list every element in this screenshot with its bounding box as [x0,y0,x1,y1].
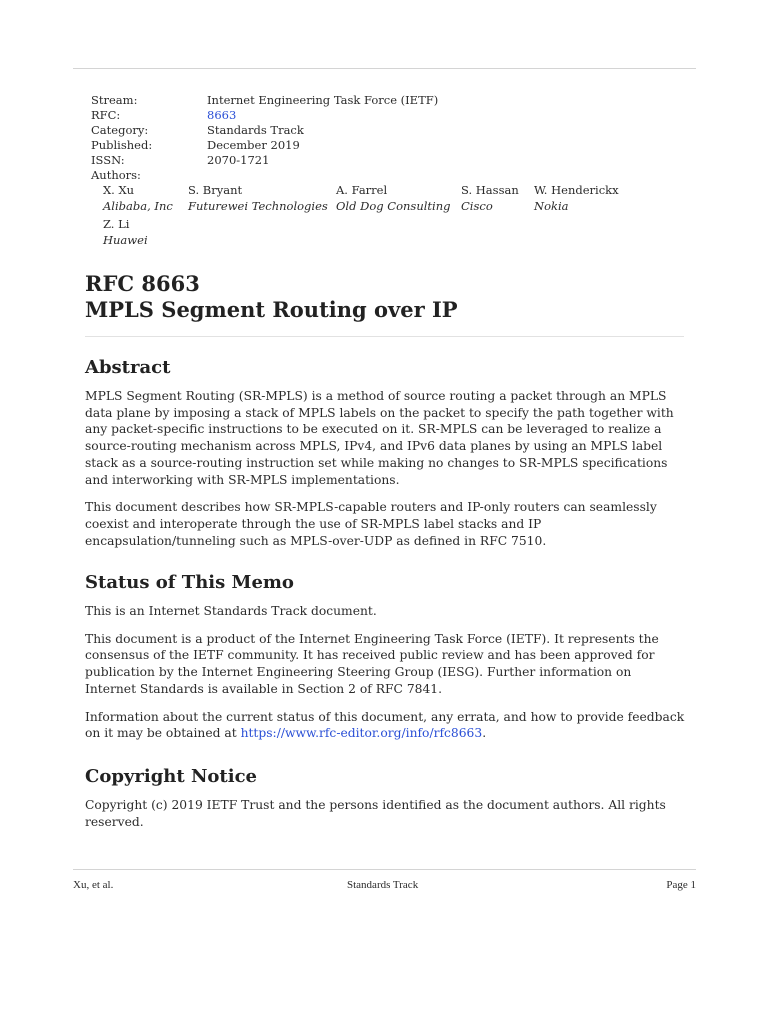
rfc-number-heading: RFC 8663 [85,271,200,296]
document-metadata [91,93,438,183]
author-affiliation: Huawei [103,233,148,247]
meta-value: Internet Engineering Task Force (IETF) [207,93,439,107]
status-paragraph: This document is a product of the Internet Engineering Task Force (IETF). It represents the consensus of the IETF community. It has received public review and has been approved for publication by the Internet Engineering Steering Group (IESG). Further information on Internet Standards is available in Section 2 of RFC 7841. [85,631,659,696]
meta-authors [91,168,438,183]
author-affiliation: Alibaba, Inc [103,199,173,213]
author-affiliation: Futurewei Technologies [188,199,328,213]
meta-label: Published: [91,138,153,152]
author-entry [336,182,461,214]
meta-value: Standards Track [207,123,304,137]
rfc-editor-link[interactable]: https://www.rfc-editor.org/info/rfc8663 [240,726,483,741]
author-name: X. Xu [103,183,135,197]
copyright-paragraph: Copyright (c) 2019 IETF Trust and the persons identified as the document authors. All rights reserved. [85,798,666,829]
author-entry [188,182,336,214]
status-text: Information about the current status of this document, any errata, and how to provide feedback on it may be obtained at [85,709,685,741]
meta-issn [91,153,438,168]
meta-label: Stream: [91,93,138,107]
author-affiliation: Cisco [461,199,493,213]
rfc-number-link[interactable]: 8663 [207,108,237,122]
author-entry [103,216,148,248]
author-name: S. Bryant [188,183,243,197]
status-heading: Status of This Memo [85,572,294,593]
meta-label: ISSN: [91,153,125,167]
abstract-paragraph: MPLS Segment Routing (SR-MPLS) is a method of source routing a packet through an MPLS data plane by imposing a stack of MPLS labels on the packet to specify the path together with any packet-specific instructions to be executed on it. SR-MPLS can be leveraged to realize a source-routing mechanism across MPLS, IPv4, and IPv6 data planes by using an MPLS label stack as a source-routing instruction set while making no changes to SR-MPLS specifications and interworking with SR-MPLS implementations. [85,389,674,487]
meta-stream [91,93,438,108]
meta-label: Category: [91,123,149,137]
author-name: W. Henderickx [534,183,619,197]
author-affiliation: Old Dog Consulting [336,199,451,213]
author-row [103,216,634,250]
footer-authors: Xu, et al. [73,879,114,891]
document-title [85,271,458,323]
author-name: A. Farrel [336,183,388,197]
status-paragraph [85,709,685,742]
footer-status: Standards Track [347,879,419,891]
author-entry [534,182,634,214]
abstract-paragraph: This document describes how SR-MPLS-capable routers and IP-only routers can seamlessly coexist and interoperate through the use of SR-MPLS label stacks and IP encapsulation/tunneling such as MPLS-over-UDP as defined in RFC 7510. [85,500,657,548]
footer-rule [73,869,696,870]
meta-category [91,123,438,138]
meta-label: Authors: [91,168,141,182]
rfc-title-heading: MPLS Segment Routing over IP [85,297,458,322]
meta-label: RFC: [91,108,121,122]
author-list [103,182,634,250]
header-rule [73,68,696,69]
meta-value: December 2019 [207,138,300,152]
title-divider [85,336,684,337]
copyright-section [85,766,685,841]
meta-published [91,138,438,153]
copyright-heading: Copyright Notice [85,766,257,787]
meta-rfc [91,108,438,123]
status-section [85,572,685,753]
abstract-section [85,357,685,560]
meta-value: 2070-1721 [207,153,270,167]
author-name: Z. Li [103,217,130,231]
author-name: S. Hassan [461,183,519,197]
author-row [103,182,634,216]
author-entry [103,182,188,214]
author-affiliation: Nokia [534,199,569,213]
status-text: . [482,726,487,741]
footer-page-number: Page 1 [666,879,696,891]
author-entry [461,182,534,214]
status-paragraph: This is an Internet Standards Track document. [85,604,377,618]
abstract-heading: Abstract [85,357,171,378]
